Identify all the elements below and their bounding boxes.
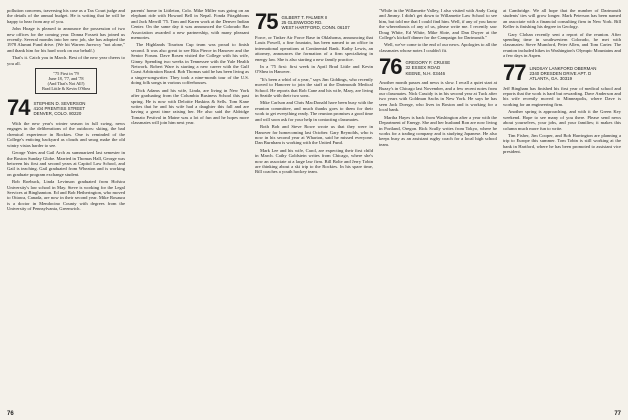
paragraph: parents' home in Littleton, Colo. Mike Miller was going on an elephant ride with Howard Bell in Nepal. Fonda Fitzgibbons and Jack Merrill '75. Tom and Karen work at the Denver Indian Center. On the same day it was announced the Colorado Bar Association awarded a new partnership, with many pleasant memories.	[131, 8, 249, 41]
paragraph: That's it. Catch you in March. Best of the new year cheers to you all.	[7, 55, 125, 66]
paragraph: Another month passes and news is slow. I recall a quiet start at Buzzy's in Chicago last November, and a few recent notes from our classmates. Nick Cassidy is in his second year at Tuck after two years with Goldman Sachs in New York. He says he has seen Jack Doerge, who lives in Boston and is working for a local bank.	[379, 80, 497, 113]
paragraph: pollution concerns, traversing his case as a Tax Court judge and the details of the annual budget. He is writing that he will be happy to hear from any of you.	[7, 8, 125, 24]
column-4	[379, 8, 497, 149]
paragraph: Gary Clohan recently sent a report of the reunion. After spending time in southwestern Colorado, he met with classmates: Steve Mumford, Peter Allen, and Tom Carter. The reunion included hikes in Washington's Olympic Mountains and a few days in Aspen.	[503, 31, 621, 59]
paragraph: John Hoage is pleased to announce the possession of two new offices for the coming year. Donna Fossett has joined us recently. Several months into her new job, she has adopted the 1978 Alumni Fund drive. (We hit Warren Jurewcy "not alone," and thank him for his hard work on our behalf.)	[7, 26, 125, 53]
paragraph: Well, we've come to the end of our news. Apologies to all the classmates whose notes I couldn't fit.	[379, 42, 497, 53]
paragraph: Jeff Bingham has finished his first year of medical school and reports that the work is hard but rewarding. Dave Anderson and his wife recently moved to Minneapolis, where Dave is working for an engineering firm.	[503, 85, 621, 107]
column-3	[255, 8, 373, 177]
paragraph: at Cambridge. We all hope that the number of Dartmouth students' ties will grow longer. Mark Peterson has been named an associate with a financial consulting firm in New York. Bill Keller is finishing his degree in Geology.	[503, 8, 621, 30]
paragraph: Force, or Tinker Air Force Base in Oklahoma, announcing that Louis Powell, a fine fountain, has been named to an office in international operations at Continental Bank. Kathy Lewis, an attorney, announces the formation of a firm specializing in energy law. She is also starting a new family practice.	[255, 35, 373, 62]
class-header-77	[503, 59, 621, 85]
paragraph: Tim Fisher, Jim Cooper, and Bob Harrington are planning a trip to Europe this summer. Tom Tobin is still working at the bank in Hartford, where he has been promoted to assistant vice president.	[503, 132, 621, 155]
page-number-left: 76	[7, 411, 14, 417]
paragraph: Martha Hayes is back from Washington after a year with the Department of Energy. She and her husband Ron are now living in Portland, Oregon. Rick Scully writes from Tokyo, where he works for a trading company and is studying Japanese. He also keeps busy as an assistant rugby coach for a local high school team.	[379, 114, 497, 147]
paragraph: Another spring is approaching, and with it the Green Key weekend. Hope to see many of you there. Please send news about yourselves, your jobs, and your families; it makes this column much more fun to write.	[503, 109, 621, 131]
class-secretary: LINDSAY LANKFORD OBERMAN 2340 DRESDEN DRIVE APT. D ATLANTA, GA. 30319	[529, 65, 597, 82]
paragraph: The Highlands Tourism Cup team was proud to finish second. It was also great to see Rita Pierce in Hanover and the Senior Forum. Dave Rosen visited the College with his wife, Ginny. Spending two weeks in Tennessee with the Yale Health Network. Robert Ware is starting a new career with the Gulf Coast Arbitration Board. Bob Thomas said he has been living as a singer-songwriter. They took a nine-month tour of the U.S. doing folk songs in various coffeehouses.	[131, 42, 249, 86]
paragraph: With the new year's winter season in full swing, news engages in the deliberations of the outdoors: skiing, the bad chemical experience in Rockies. One is reminded of the College's enticing backyard as clouds and smog make the old wintry vistas harder to see.	[7, 121, 125, 148]
paragraph: George Yates and Gail Arch as summarized last semester in the Boston Sunday Globe. Married in Thomas Hall, George was between his first and second years at Capitol Law School, and Gail is teaching. Gail graduated from Wheaton and is working on graduate program exchange student.	[7, 150, 125, 177]
class-secretary: STEPHEN D. SEVERSON 4104 PRENTISS STREET DENVER, COLO. 80220	[33, 101, 86, 117]
column-1	[7, 8, 125, 214]
class-number: 74	[7, 95, 30, 121]
column-2	[131, 8, 249, 128]
class-header-76	[379, 54, 497, 80]
paragraph: Mike Carlson and Chris MacDonald have been busy with the reunion committee, and much thanks goes to them for their work to get everything ready. The reunion promises a good time and will soon ask for your help in contacting classmates.	[255, 100, 373, 122]
box-line: Brad Little & Kevin O'Shea	[41, 86, 91, 92]
page-number-right: 77	[614, 411, 621, 417]
paragraph: In a '75 first: first week in April Brad Little and Kevin O'Shea in Hanover.	[255, 64, 373, 75]
class-header-75	[255, 9, 373, 34]
box-line: (And That's Not All!)	[47, 81, 85, 87]
paragraph: "It's been a whirl of a year," says Jim Giddings, who recently moved to Hanover to join the staff at the Dartmouth Medical School. He reports that Rob Cane and his wife, Mary, are living in Seattle with their two sons.	[255, 76, 373, 99]
paragraph: "While in the Willamette Valley, I also visited with Andy Craig and Jimmy. I didn't get down to Willamette Law School to see him, but told me that I could find him. Well, if any of you know the whereabouts of any of us, please write me. I recently saw Doug White, Ed White, Mike Slote, and Dan Dwyer at the College's kickoff dinner for the Campaign for Dartmouth."	[379, 8, 497, 41]
paragraph: Dick Adams and his wife, Linda, are living in New York after graduating from the Columbia Business School this past spring. He is now with Deloitte Haskins & Sells. Tom Kane writes that he and his wife had a daughter this fall and are having a great time raising her. He also said the Aldridge Tomato Festival in Maine was a lot of fun and he hopes more classmates will join him next year.	[131, 87, 249, 126]
column-5	[503, 8, 621, 157]
class-header-74	[7, 95, 125, 121]
class-number: 75	[255, 9, 278, 34]
class-secretary: GREGORY F. CRUISE 32 ESSEX ROAD KEENE, N.H. 03446	[405, 60, 451, 76]
paragraph: Bob Roebuck, Linda Levinson graduated from Hofstra University's law school in May. Steve is working for the Legal Services at Binghamton. Ed and Bob Hetherington, who moved to Ottawa, Canada, are now in their second year. Mike Rosaura is a doctor in Mendocino County with degrees from the University of Pennsylvania, Greenwich.	[7, 179, 125, 212]
class-announcement-box	[35, 68, 97, 94]
class-secretary: GILBERT T. PALMER II 25 GLENWOOD RD. WEST HARTFORD, CONN. 06107	[281, 15, 350, 31]
box-line: "75 First in '79	[53, 71, 79, 77]
class-number: 77	[503, 59, 526, 85]
class-number: 76	[379, 54, 402, 80]
paragraph: Both Bob and Steve Rowe wrote us that they were in Hanover for homecoming last October. Gary Reynolds, who is now in his second year at Wharton, said he missed everyone. Dan Burnham is working with the United Fund.	[255, 124, 373, 146]
paragraph: Mark Lee and his wife, Carol, are expecting their first child in March. Cathy Goldstein writes from Chicago, where she's now an associate at a large law firm. Bill Bolte and Jerry Tobin are thinking about a ski trip to the Rockies. In his spare time, Bill coaches a youth hockey team.	[255, 147, 373, 175]
box-line: June 18, '77, and '78	[48, 76, 84, 82]
